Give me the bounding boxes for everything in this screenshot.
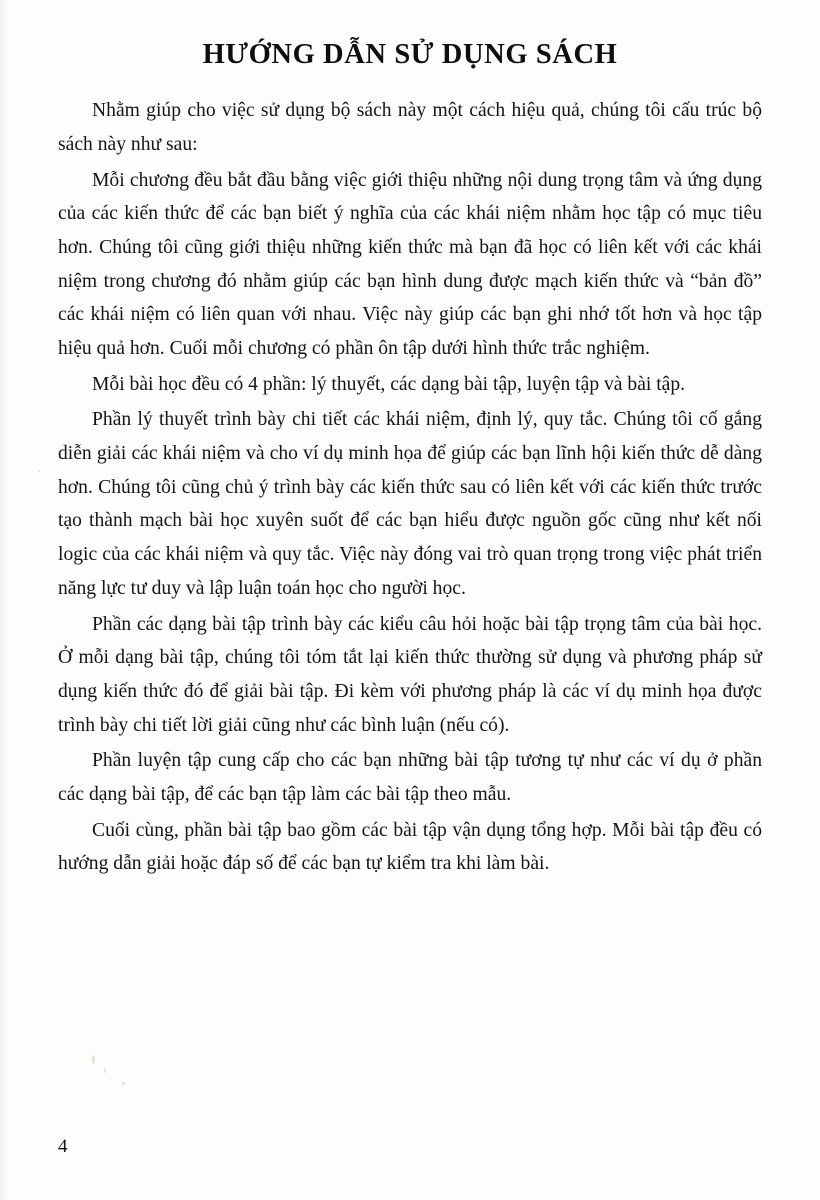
paper-speck	[38, 470, 40, 472]
paragraph: Nhằm giúp cho việc sử dụng bộ sách này một cách hiệu quả, chúng tôi cấu trúc bộ sách này như sau:	[58, 100, 762, 155]
paper-speck	[104, 1068, 106, 1073]
paragraph: Phần lý thuyết trình bày chi tiết các khái niệm, định lý, quy tắc. Chúng tôi cố gắng diễn giải các khái niệm và cho ví dụ minh họa để giúp các bạn lĩnh hội kiến thức dễ dàng hơn. Chúng tôi cũng chủ ý trình bày các kiến thức sau có liên kết với các kiến thức trước tạo thành mạch bài học xuyên suốt để các bạn hiểu được nguồn gốc cũng như kết nối logic của các khái niệm và quy tắc. Việc này đóng vai trò quan trọng trong việc phát triển năng lực tư duy và lập luận toán học cho người học.	[58, 409, 762, 599]
paragraph: Cuối cùng, phần bài tập bao gồm các bài tập vận dụng tổng hợp. Mỗi bài tập đều có hướng dẫn giải hoặc đáp số để các bạn tự kiểm tra khi làm bài.	[58, 819, 762, 875]
document-body	[58, 94, 762, 881]
page-number: 4	[58, 1136, 68, 1157]
paragraph: Mỗi chương đều bắt đầu bằng việc giới thiệu những nội dung trọng tâm và ứng dụng của các kiến thức để các bạn biết ý nghĩa của các khái niệm nhằm học tập có mục tiêu hơn. Chúng tôi cũng giới thiệu những kiến thức mà bạn đã học có liên kết với các khái niệm trong chương đó nhằm giúp các bạn hình dung được mạch kiến thức và “bản đồ” các khái niệm có liên quan với nhau. Việc này giúp các bạn ghi nhớ tốt hơn và học tập hiệu quả hơn. Cuối mỗi chương có phần ôn tập dưới hình thức trắc nghiệm.	[58, 169, 762, 359]
paragraph: Mỗi bài học đều có 4 phần: lý thuyết, các dạng bài tập, luyện tập và bài tập.	[92, 373, 686, 395]
paragraph: Phần luyện tập cung cấp cho các bạn những bài tập tương tự như các ví dụ ở phần các dạng bài tập, để các bạn tập làm các bài tập theo mẫu.	[58, 750, 762, 805]
paragraph: Phần các dạng bài tập trình bày các kiểu câu hỏi hoặc bài tập trọng tâm của bài học. Ở mỗi dạng bài tập, chúng tôi tóm tắt lại kiến thức thường sử dụng và phương pháp sử dụng kiến thức đó để giải bài tập. Đi kèm với phương pháp là các ví dụ minh họa được trình bày chi tiết lời giải cũng như các bình luận (nếu có).	[58, 613, 762, 736]
paper-speck	[92, 1055, 95, 1064]
paper-speck	[122, 1082, 125, 1085]
page-title: HƯỚNG DẪN SỬ DỤNG SÁCH	[202, 39, 618, 70]
page-edge-shadow	[0, 0, 10, 1200]
